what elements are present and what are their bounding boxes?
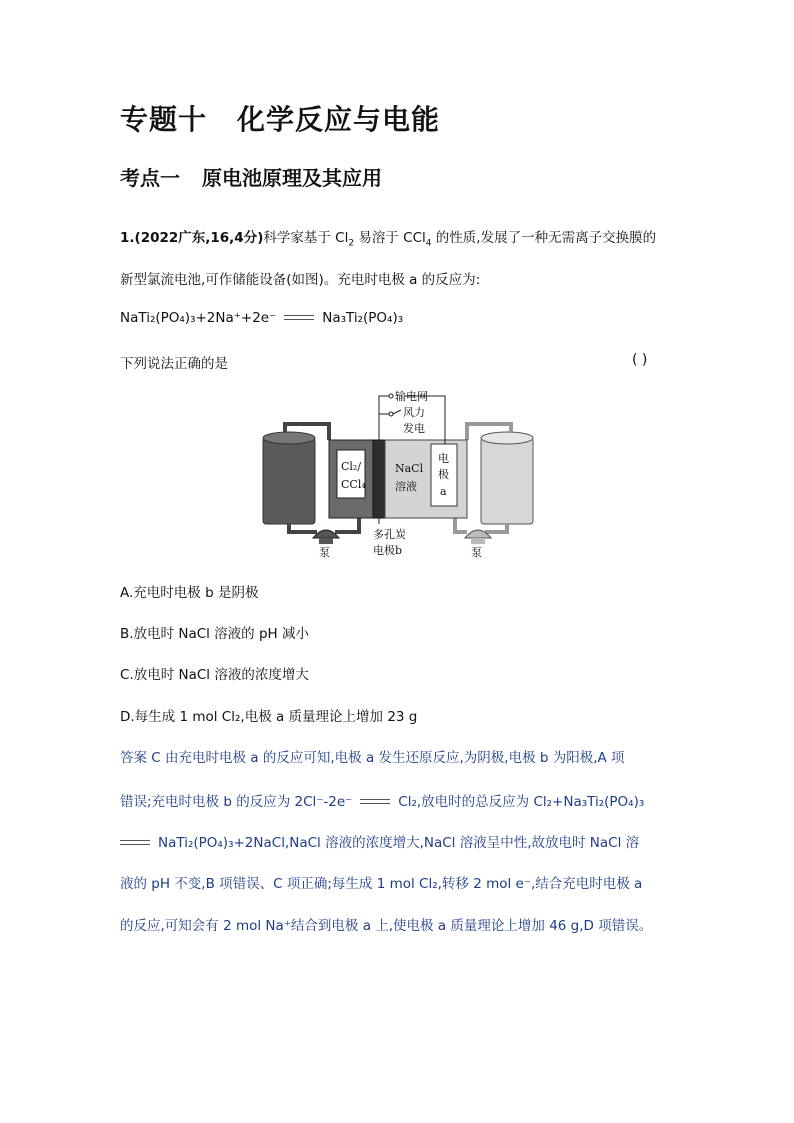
chapter-number: 专题十	[120, 103, 208, 136]
question-source: 1.(2022广东,16,4分)	[120, 230, 264, 246]
subscript: 4	[425, 238, 432, 249]
question-text: 科学家基于 Cl	[263, 230, 349, 246]
equals-sign	[360, 799, 390, 805]
label-electrode-a-3: a	[440, 485, 447, 498]
label-electrode-a-1: 电	[438, 452, 449, 465]
section-name: 原电池原理及其应用	[202, 166, 382, 190]
section-title	[120, 162, 382, 191]
equals-sign	[120, 840, 150, 846]
option-d: D.每生成 1 mol Cl₂,电极 a 质量理论上增加 23 g	[120, 709, 418, 725]
answer-text: NaTi₂(PO₄)₃+2NaCl,NaCl 溶液的浓度增大,NaCl 溶液呈中性,故放电时 NaCl 溶	[158, 835, 640, 851]
label-solution: 溶液	[395, 480, 417, 493]
label-electrode-a-2: 极	[438, 468, 449, 481]
right-tank	[481, 438, 533, 524]
answer-line-2	[120, 790, 644, 810]
label-grid: 输电网	[395, 390, 428, 403]
label-nacl: NaCl	[395, 462, 424, 475]
label-cl2: Cl₂/	[341, 460, 362, 473]
option-a: A.充电时电极 b 是阴极	[120, 585, 259, 601]
porous-carbon-electrode-b	[373, 440, 385, 518]
subscript: 2	[348, 238, 355, 249]
label-pump-right: 泵	[471, 546, 482, 559]
label-gen: 发电	[403, 422, 425, 435]
question-text: 的性质,发展了一种无需离子交换膜的	[431, 230, 657, 246]
answer-line-3	[120, 831, 639, 851]
option-c: C.放电时 NaCl 溶液的浓度增大	[120, 667, 309, 683]
question-prompt: 下列说法正确的是	[120, 356, 228, 372]
answer-text: Cl₂,放电时的总反应为 Cl₂+Na₃Ti₂(PO₄)₃	[398, 794, 645, 810]
answer-paren: ( )	[632, 352, 648, 368]
label-wind: 风力	[403, 406, 425, 419]
question-line-1	[120, 226, 657, 249]
answer-line-1: 答案 C 由充电时电极 a 的反应可知,电极 a 发生还原反应,为阴极,电极 b 为阳极,A 项	[120, 750, 625, 766]
answer-line-4: 液的 pH 不变,B 项错误、C 项正确;每生成 1 mol Cl₂,转移 2 mol e⁻,结合充电时电极 a	[120, 876, 643, 892]
label-electrode-b: 电极b	[373, 544, 403, 557]
section-number: 考点一	[120, 166, 180, 190]
label-pump-left: 泵	[319, 546, 330, 559]
label-porous-carbon: 多孔炭	[373, 528, 406, 541]
label-ccl4: CCl₄	[341, 478, 366, 491]
equation-right: Na₃Ti₂(PO₄)₃	[322, 310, 404, 326]
answer-text: 错误;充电时电极 b 的反应为 2Cl⁻-2e⁻	[120, 794, 353, 810]
option-b: B.放电时 NaCl 溶液的 pH 减小	[120, 626, 309, 642]
equation-left: NaTi₂(PO₄)₃+2Na⁺+2e⁻	[120, 310, 277, 326]
equals-sign	[284, 315, 314, 321]
reaction-equation	[120, 310, 403, 326]
chapter-title	[120, 98, 440, 138]
chapter-name: 化学反应与电能	[237, 103, 441, 136]
question-text: 易溶于 CCl	[354, 230, 426, 246]
left-tank	[263, 438, 315, 524]
wire-grid	[379, 396, 445, 444]
battery-diagram	[255, 384, 545, 560]
question-line-2: 新型氯流电池,可作储能设备(如图)。充电时电极 a 的反应为:	[120, 272, 481, 288]
answer-line-5: 的反应,可知会有 2 mol Na⁺结合到电极 a 上,使电极 a 质量理论上增加 46 g,D 项错误。	[120, 918, 653, 934]
